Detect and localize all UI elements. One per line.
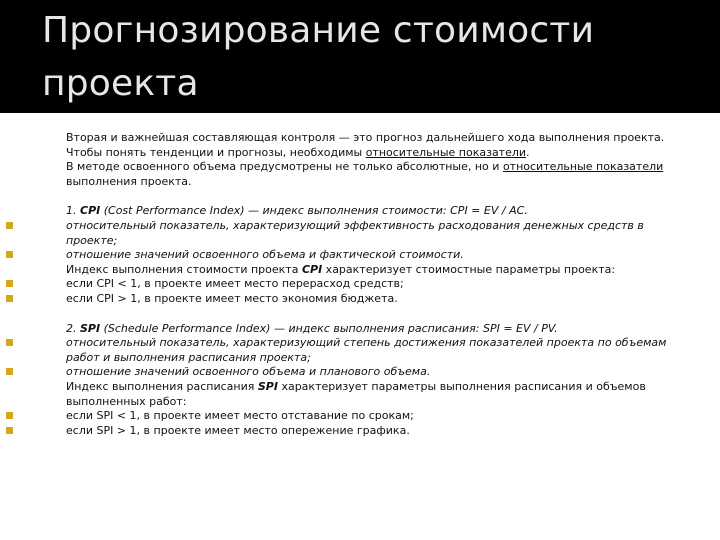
list-item: отношение значений освоенного объема и фактической стоимости. [40,248,680,263]
bullet-icon [6,412,13,419]
cpi-note: Индекс выполнения стоимости проекта CPI характеризует стоимостные параметры проекта: [66,262,616,276]
spi-note: Индекс выполнения расписания SPI характеризует параметры выполнения расписания и объемов выполненных работ: [66,379,646,408]
relative-indicators-link: относительные показатели [502,160,664,174]
intro-paragraph-2: В методе освоенного объема предусмотрены не только абсолютные, но и относительные показатели выполнения проекта. [66,160,664,188]
bullet-icon [6,251,13,258]
relative-indicators-link: относительные показатели [365,145,527,159]
list-item: если SPI > 1, в проекте имеет место опережение графика. [40,424,680,439]
bullet-icon [6,295,13,302]
bullet-icon [6,280,13,287]
intro-text: Вторая и важнейшая составляющая контроля — это прогноз дальнейшего хода выполнения проекта. Чтобы понять тенденции и прогнозы, необходимы [66,131,665,159]
list-item: относительный показатель, характеризующий степень достижения показателей проекта по объемам работ и выполнения расписания проекта; [40,336,680,365]
cpi-heading: 1. CPI (Cost Performance Index) — индекс выполнения стоимости: CPI = EV / AC. [66,204,528,218]
list-item: если CPI > 1, в проекте имеет место экономия бюджета. [40,292,680,307]
list-item: если CPI < 1, в проекте имеет место перерасход средств; [40,277,680,292]
slide-title: Прогнозирование стоимости проекта [42,10,595,104]
list-item: отношение значений освоенного объема и планового объема. [40,365,680,380]
bullet-icon [6,222,13,229]
bullet-icon [6,339,13,346]
list-item: если SPI < 1, в проекте имеет место отставание по срокам; [40,409,680,424]
intro-paragraph-1: Вторая и важнейшая составляющая контроля — это прогноз дальнейшего хода выполнения проекта. Чтобы понять тенденции и прогнозы, необходимы относительные показатели. [66,131,665,159]
bullet-icon [6,368,13,375]
slide-content [40,131,680,438]
bullet-icon [6,427,13,434]
spi-heading: 2. SPI (Schedule Performance Index) — индекс выполнения расписания: SPI = EV / PV. [66,321,558,335]
title-bar [0,0,720,113]
list-item: относительный показатель, характеризующий эффективность расходования денежных средств в проекте; [40,219,680,248]
